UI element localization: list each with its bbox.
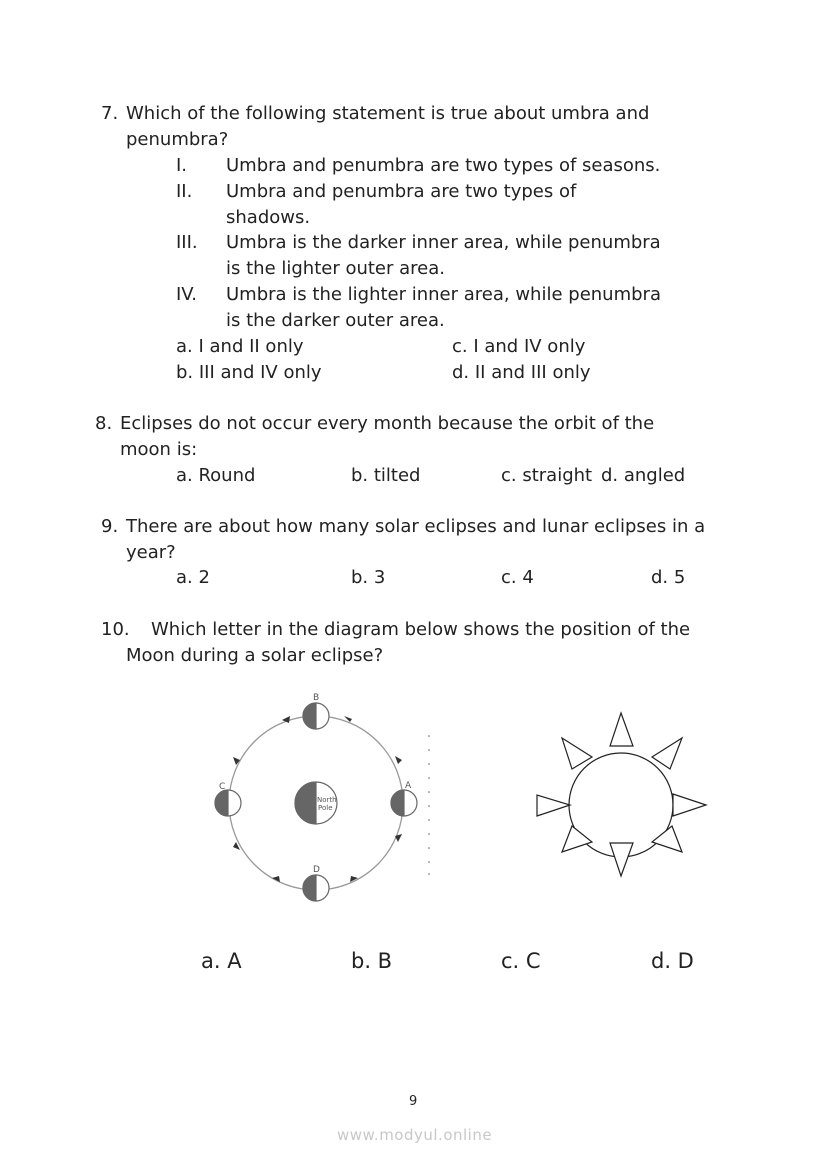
moon-c <box>215 790 241 816</box>
answer-option: b. 3 <box>351 567 386 588</box>
roman-numeral: II. <box>176 181 193 202</box>
q8-text: Eclipses do not occur every month because the orbit of the <box>120 413 655 434</box>
q10-number: 10. <box>101 619 130 640</box>
q7-text: Which of the following statement is true about umbra and <box>126 103 650 124</box>
answer-option: d. angled <box>601 465 686 486</box>
statement: Umbra and penumbra are two types of <box>226 181 577 202</box>
answer-option: a. Round <box>176 465 256 486</box>
q7-number: 7. <box>101 103 119 124</box>
answer-option: c. I and IV only <box>452 336 586 357</box>
svg-text:Pole: Pole <box>318 804 333 812</box>
page-number: 9 <box>409 1094 418 1109</box>
q8-number: 8. <box>95 413 113 434</box>
q9-text: There are about how many solar eclipses and lunar eclipses in a <box>126 516 706 537</box>
moon-b <box>303 703 329 729</box>
statement: Umbra is the lighter inner area, while penumbra <box>226 284 661 305</box>
answer-option: b. III and IV only <box>176 362 322 383</box>
answer-option: d. 5 <box>651 567 686 588</box>
watermark: www.modyul.online <box>337 1126 493 1144</box>
q9-text: year? <box>126 542 176 563</box>
label-b: B <box>313 693 320 703</box>
statement: Umbra is the darker inner area, while penumbra <box>226 232 661 253</box>
answer-option: d. D <box>651 949 694 973</box>
roman-numeral: I. <box>176 155 188 176</box>
moon-d <box>303 875 329 901</box>
svg-text:North: North <box>317 796 337 804</box>
statement: is the darker outer area. <box>226 310 445 331</box>
answer-option: c. 4 <box>501 567 534 588</box>
answer-option: b. tilted <box>351 465 421 486</box>
statement: shadows. <box>226 207 311 228</box>
statement: Umbra and penumbra are two types of seasons. <box>226 155 661 176</box>
label-d: D <box>313 865 320 875</box>
label-c: C <box>219 782 226 792</box>
answer-option: d. II and III only <box>452 362 591 383</box>
answer-option: b. B <box>351 949 393 973</box>
roman-numeral: III. <box>176 232 198 253</box>
answer-option: a. A <box>201 949 242 973</box>
q8-text: moon is: <box>120 439 198 460</box>
moon-a <box>391 790 417 816</box>
sun-rays-dots <box>428 735 430 875</box>
q7-text: penumbra? <box>126 129 229 150</box>
answer-option: c. C <box>501 949 541 973</box>
q10-text: Moon during a solar eclipse? <box>126 645 384 666</box>
roman-numeral: IV. <box>176 284 198 305</box>
q9-number: 9. <box>101 516 119 537</box>
answer-option: a. 2 <box>176 567 210 588</box>
q10-text: Which letter in the diagram below shows the position of the <box>151 619 691 640</box>
answer-option: c. straight <box>501 465 593 486</box>
answer-option: a. I and II only <box>176 336 304 357</box>
statement: is the lighter outer area. <box>226 258 445 279</box>
sun-icon <box>537 713 706 876</box>
label-a: A <box>405 781 412 791</box>
